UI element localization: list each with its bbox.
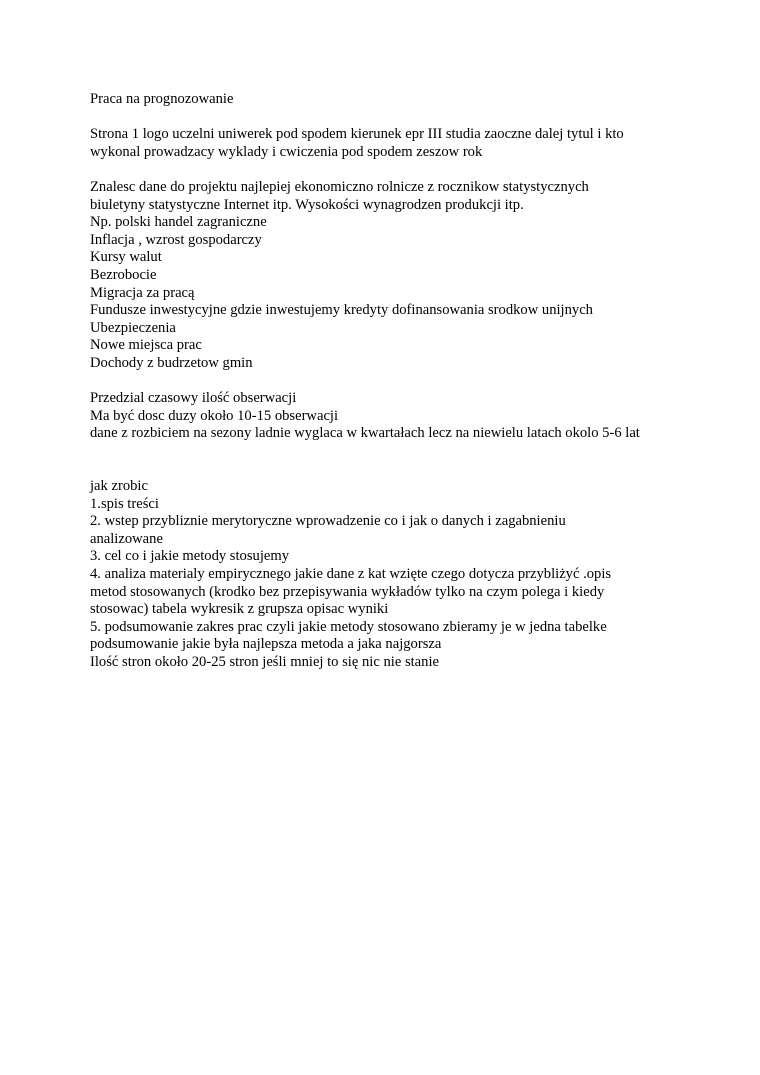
section4-line: 1.spis treści <box>90 495 159 512</box>
section2-line: Fundusze inwestycyjne gdzie inwestujemy kredyty dofinansowania srodkow unijnych <box>90 302 593 319</box>
section1-line: wykonal prowadzacy wyklady i cwiczenia pod spodem zeszow rok <box>90 143 483 160</box>
section2-line: Bezrobocie <box>90 266 157 283</box>
section2-line: Kursy walut <box>90 249 162 266</box>
document-title: Praca na prognozowanie <box>90 91 234 107</box>
section2-line: Nowe miejsca prac <box>90 337 202 354</box>
section2-line: Znalesc dane do projektu najlepiej ekonomiczno rolnicze z rocznikow statystycznych <box>90 178 589 195</box>
section4-line: jak zrobic <box>90 478 148 495</box>
section3-line: dane z rozbiciem na sezony ladnie wyglaca w kwartałach lecz na niewielu latach okolo 5-6 lat <box>90 425 640 442</box>
paragraph-gap <box>90 373 690 391</box>
section4-line: 2. wstep przybliznie merytoryczne wprowadzenie co i jak o danych i zagabnieniu <box>90 513 566 530</box>
section2-line: Migracja za pracą <box>90 284 195 301</box>
section3-line: Przedzial czasowy ilość obserwacji <box>90 390 297 407</box>
section4-line: 3. cel co i jakie metody stosujemy <box>90 548 289 565</box>
section4-line: podsumowanie jakie była najlepsza metoda a jaka najgorsza <box>90 636 442 653</box>
section4-line: 5. podsumowanie zakres prac czyli jakie metody stosowano zbieramy je w jedna tabelke <box>90 618 607 635</box>
paragraph-gap <box>90 109 690 127</box>
paragraph-gap <box>90 161 690 179</box>
section4-line: metod stosowanych (krodko bez przepisywania wykładów tylko na czym polega i kiedy <box>90 583 605 600</box>
section4-line: 4. analiza materialy empirycznego jakie dane z kat wzięte czego dotycza przybliżyć .opis <box>90 566 612 583</box>
paragraph-gap <box>90 443 690 478</box>
section4-line: Ilość stron około 20-25 stron jeśli mniej to się nic nie stanie <box>90 654 439 670</box>
section2-line: Inflacja , wzrost gospodarczy <box>90 231 262 248</box>
section4-line: analizowane <box>90 530 163 547</box>
section2-line: biuletyny statystyczne Internet itp. Wysokości wynagrodzen produkcji itp. <box>90 196 524 213</box>
section4-line: stosowac) tabela wykresik z grupsza opisac wyniki <box>90 601 389 618</box>
section2-line: Np. polski handel zagraniczne <box>90 214 267 231</box>
document-body <box>90 91 690 672</box>
section2-line: Ubezpieczenia <box>90 319 176 336</box>
section2-line: Dochody z budrzetow gmin <box>90 354 253 371</box>
section3-line: Ma być dosc duzy około 10-15 obserwacji <box>90 407 339 424</box>
section1-line: Strona 1 logo uczelni uniwerek pod spodem kierunek epr III studia zaoczne dalej tytul i kto <box>90 126 624 143</box>
